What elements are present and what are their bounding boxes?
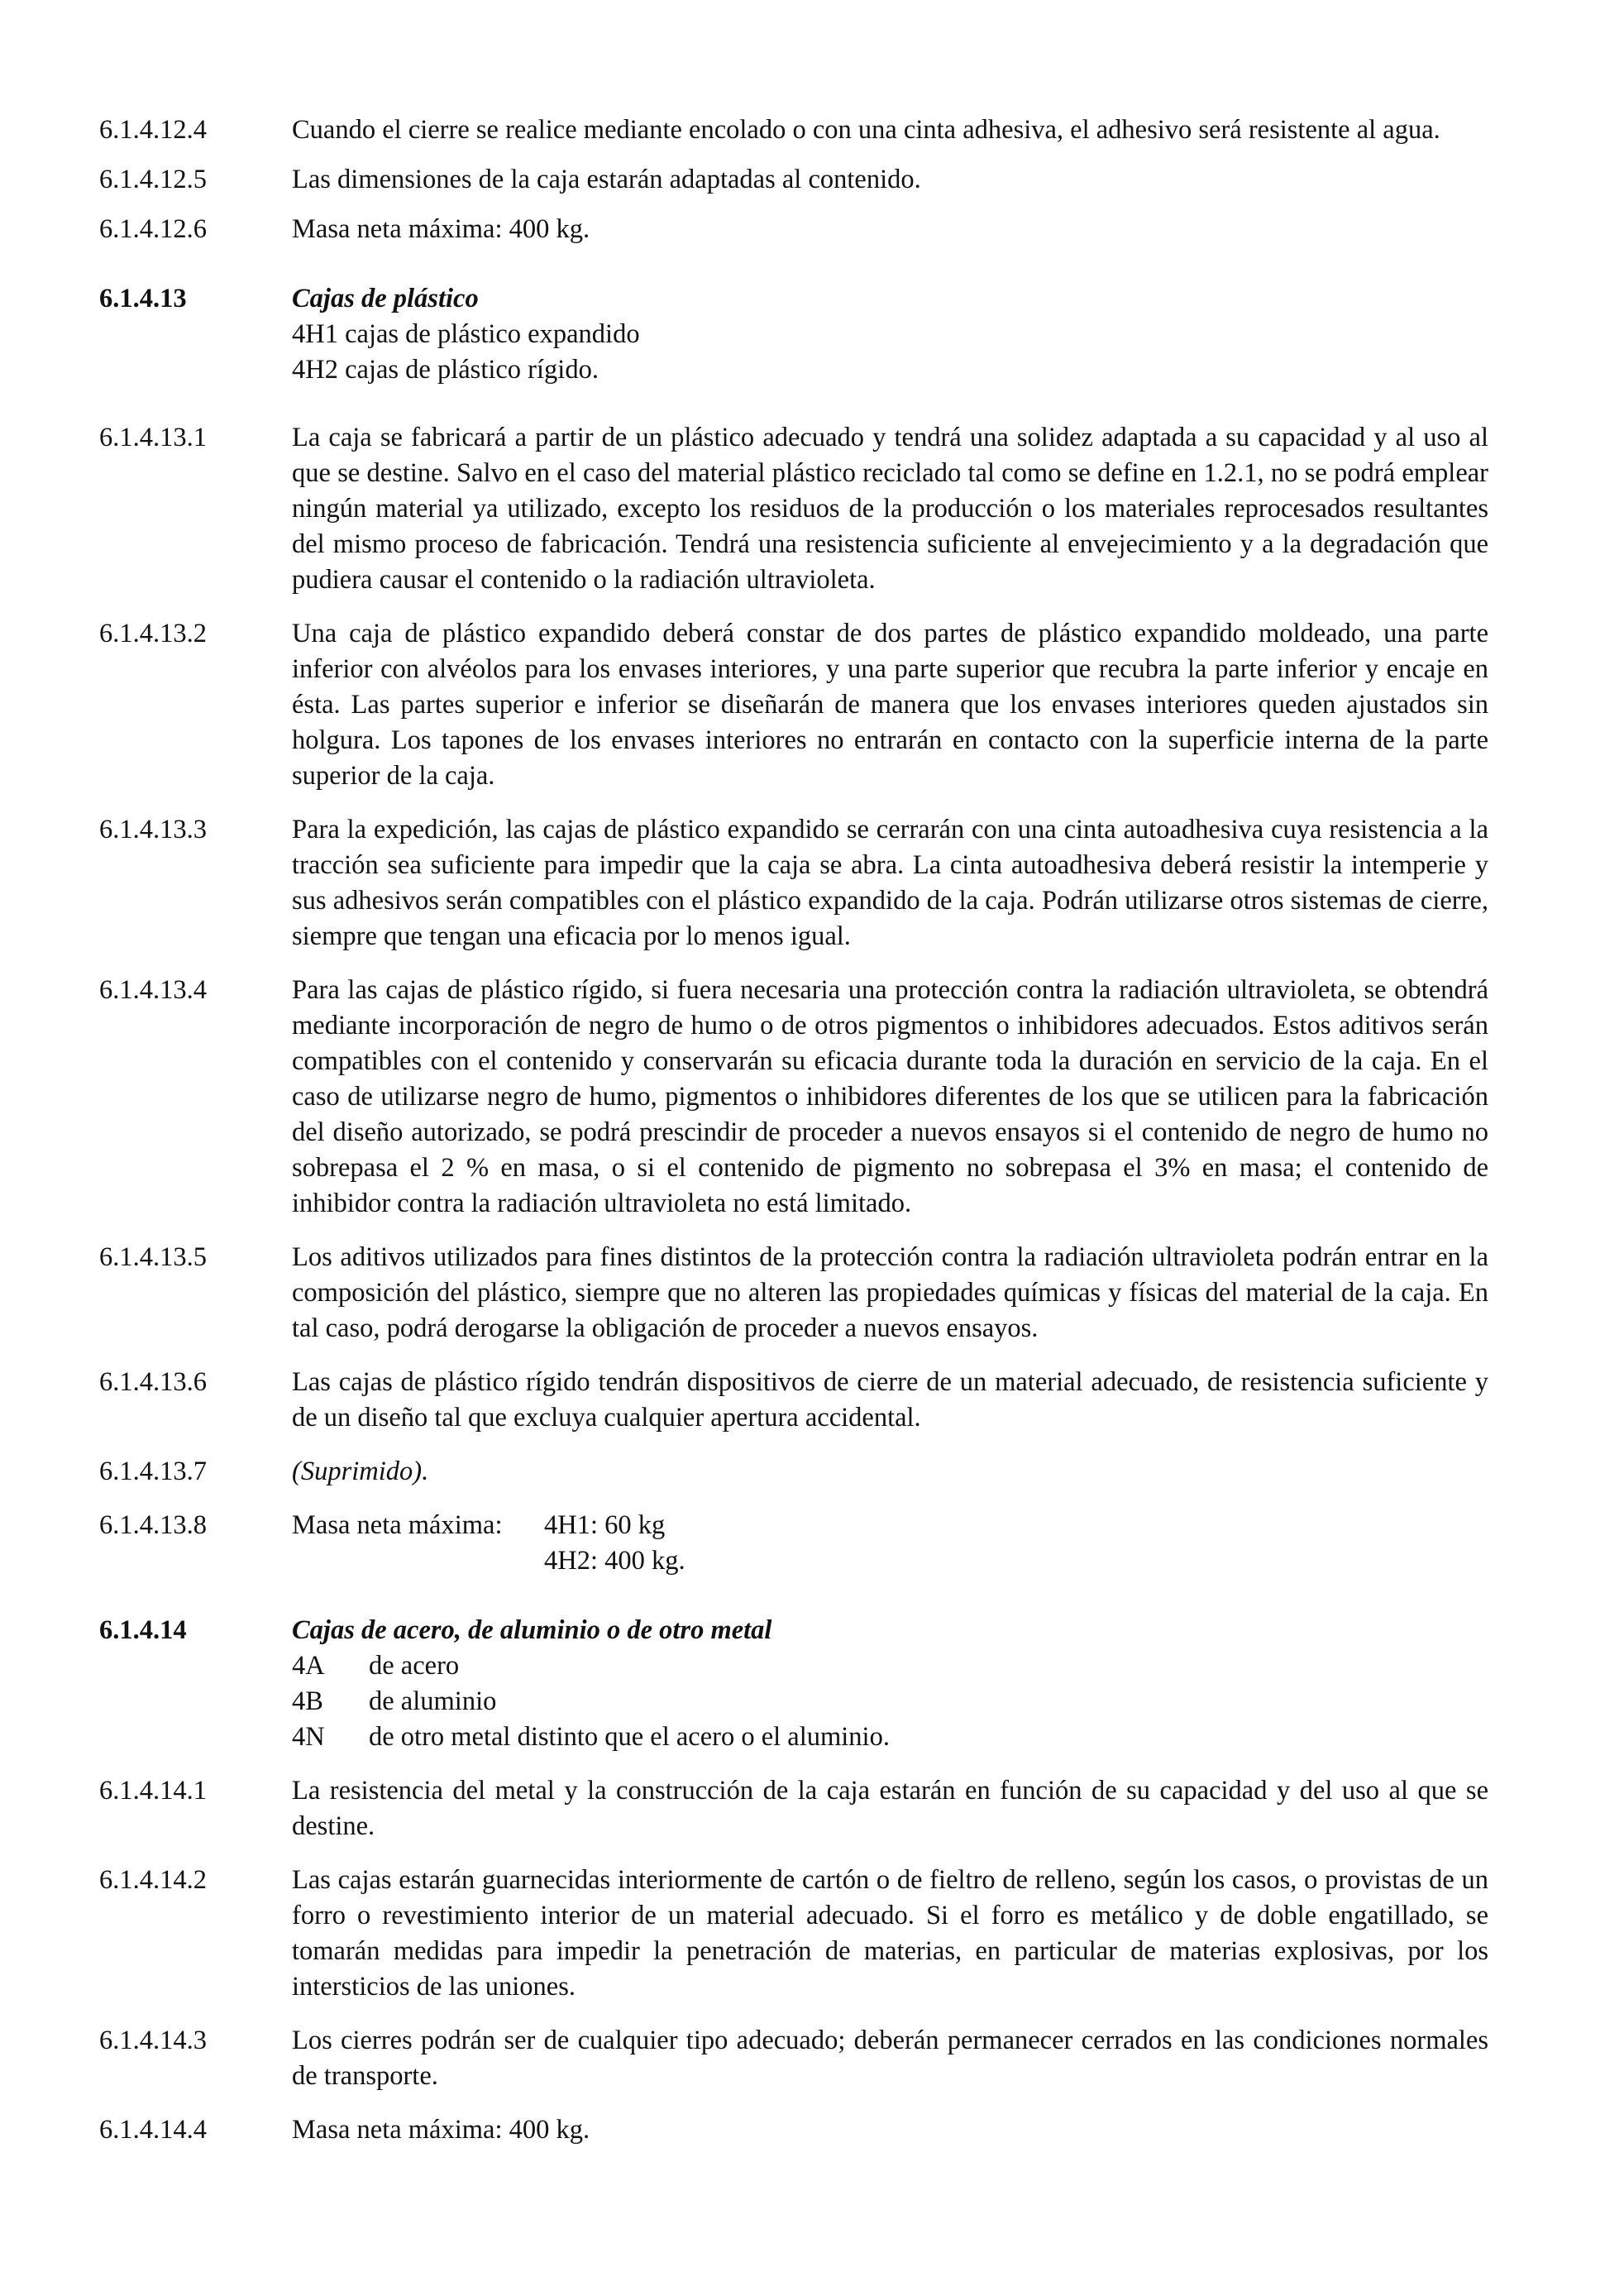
mass-value: 4H1: 60 kg bbox=[544, 1510, 666, 1540]
paragraph-text: Masa neta máxima: 400 kg. bbox=[292, 2115, 590, 2145]
paragraph-number: 6.1.4.13.4 bbox=[99, 975, 207, 1005]
paragraph-text: La caja se fabricará a partir de un plástico adecuado y tendrá una solidez adaptada a su capacidad y al uso al que se destine. Salvo en el caso del material plástico reciclado tal como se define en 1.2.1, no se podrá emplear ningún material ya utilizado, excepto los residuos de la producción o los materiales reprocesados resultantes del mismo proceso de fabricación. Tendrá una resistencia suficiente al envejecimiento y a la degradación que pudiera causar el contenido o la radiación ultravioleta. bbox=[292, 423, 1488, 595]
paragraph-text: Las dimensiones de la caja estarán adaptadas al contenido. bbox=[292, 165, 921, 194]
heading-6-1-4-13 bbox=[99, 281, 1488, 388]
paragraph-text: Las cajas de plástico rígido tendrán dispositivos de cierre de un material adecuado, de resistencia suficiente y de un diseño tal que excluya cualquier apertura accidental. bbox=[292, 1367, 1488, 1433]
item-code: 4N bbox=[292, 1722, 325, 1752]
item-code: 4A bbox=[292, 1651, 325, 1681]
document-page bbox=[99, 112, 1488, 2148]
heading-subline: 4H2 cajas de plástico rígido. bbox=[292, 355, 599, 385]
list-item bbox=[292, 1720, 1488, 1755]
heading-number: 6.1.4.14 bbox=[99, 1615, 187, 1645]
paragraph-number: 6.1.4.12.5 bbox=[99, 165, 207, 194]
item-description: de acero bbox=[369, 1651, 460, 1681]
paragraph-text: Una caja de plástico expandido deberá constar de dos partes de plástico expandido moldeado, una parte inferior con alvéolos para los envases interiores, y una parte superior que recubra la parte inferior y encaje en ésta. Las partes superior e inferior se diseñarán de manera que los envases interiores queden ajustados sin holgura. Los tapones de los envases interiores no entrarán en contacto con la superficie interna de la parte superior de la caja. bbox=[292, 619, 1488, 791]
list-item bbox=[292, 1684, 1488, 1720]
paragraph-6-1-4-13-2 bbox=[99, 616, 1488, 794]
paragraph-number: 6.1.4.14.1 bbox=[99, 1776, 207, 1806]
item-description: de aluminio bbox=[369, 1686, 497, 1716]
item-code: 4B bbox=[292, 1686, 323, 1716]
paragraph-number: 6.1.4.12.6 bbox=[99, 214, 207, 244]
paragraph-6-1-4-13-7 bbox=[99, 1454, 1488, 1490]
paragraph-6-1-4-13-4 bbox=[99, 973, 1488, 1222]
paragraph-6-1-4-14-4 bbox=[99, 2112, 1488, 2148]
paragraph-6-1-4-13-8 bbox=[99, 1508, 1488, 1579]
paragraph-number: 6.1.4.14.2 bbox=[99, 1865, 207, 1895]
paragraph-text: Para la expedición, las cajas de plástico expandido se cerrarán con una cinta autoadhesiva cuya resistencia a la tracción sea suficiente para impedir que la caja se abra. La cinta autoadhesiva deberá resistir la intemperie y sus adhesivos serán compatibles con el plástico expandido de la caja. Podrán utilizarse otros sistemas de cierre, siempre que tengan una eficacia por lo menos igual. bbox=[292, 815, 1488, 951]
paragraph-6-1-4-14-3 bbox=[99, 2023, 1488, 2094]
item-description: de otro metal distinto que el acero o el aluminio. bbox=[369, 1722, 890, 1752]
paragraph-text: Los aditivos utilizados para fines distintos de la protección contra la radiación ultravioleta podrán entrar en la composición del plástico, siempre que no alteren las propiedades químicas y físicas del material de la caja. En tal caso, podrá derogarse la obligación de proceder a nuevos ensayos. bbox=[292, 1242, 1488, 1343]
paragraph-6-1-4-14-1 bbox=[99, 1773, 1488, 1844]
paragraph-text: Cuando el cierre se realice mediante encolado o con una cinta adhesiva, el adhesivo será resistente al agua. bbox=[292, 115, 1440, 145]
paragraph-number: 6.1.4.13.5 bbox=[99, 1242, 207, 1272]
paragraph-6-1-4-12-6 bbox=[99, 212, 1488, 247]
heading-title: Cajas de acero, de aluminio o de otro metal bbox=[292, 1615, 772, 1645]
paragraph-number: 6.1.4.12.4 bbox=[99, 115, 207, 145]
paragraph-number: 6.1.4.13.2 bbox=[99, 619, 207, 648]
heading-title: Cajas de plástico bbox=[292, 284, 479, 313]
paragraph-number: 6.1.4.13.3 bbox=[99, 815, 207, 844]
heading-subline: 4H1 cajas de plástico expandido bbox=[292, 319, 640, 349]
paragraph-text: (Suprimido). bbox=[292, 1457, 429, 1486]
paragraph-number: 6.1.4.13.6 bbox=[99, 1367, 207, 1397]
heading-6-1-4-14 bbox=[99, 1613, 1488, 1755]
paragraph-number: 6.1.4.13.8 bbox=[99, 1510, 207, 1540]
paragraph-number: 6.1.4.13.7 bbox=[99, 1457, 207, 1486]
list-item bbox=[292, 1648, 1488, 1684]
paragraph-text: Para las cajas de plástico rígido, si fuera necesaria una protección contra la radiación ultravioleta, se obtendrá mediante incorporación de negro de humo o de otros pigmentos o inhibidores adecuados. Estos aditivos serán compatibles con el contenido y conservarán su eficacia durante toda la duración en servicio de la caja. En el caso de utilizarse negro de humo, pigmentos o inhibidores diferentes de los que se utilicen para la fabricación del diseño autorizado, se podrá prescindir de proceder a nuevos ensayos si el contenido de negro de humo no sobrepasa el 2 % en masa, o si el contenido de pigmento no sobrepasa el 3% en masa; el contenido de inhibidor contra la radiación ultravioleta no está limitado. bbox=[292, 975, 1488, 1218]
paragraph-6-1-4-13-1 bbox=[99, 420, 1488, 598]
paragraph-text: Los cierres podrán ser de cualquier tipo adecuado; deberán permanecer cerrados en las condiciones normales de transporte. bbox=[292, 2026, 1488, 2091]
paragraph-text: Las cajas estarán guarnecidas interiormente de cartón o de fieltro de relleno, según los casos, o provistas de un forro o revestimiento interior de un material adecuado. Si el forro es metálico y de doble engatillado, se tomarán medidas para impedir la penetración de materias, en particular de materias explosivas, por los intersticios de las uniones. bbox=[292, 1865, 1488, 2002]
paragraph-6-1-4-12-5 bbox=[99, 162, 1488, 198]
paragraph-number: 6.1.4.14.3 bbox=[99, 2026, 207, 2055]
mass-label: Masa neta máxima: bbox=[292, 1510, 503, 1540]
paragraph-6-1-4-12-4 bbox=[99, 112, 1488, 148]
paragraph-6-1-4-13-3 bbox=[99, 812, 1488, 954]
paragraph-6-1-4-13-5 bbox=[99, 1240, 1488, 1347]
heading-number: 6.1.4.13 bbox=[99, 284, 187, 313]
paragraph-6-1-4-13-6 bbox=[99, 1365, 1488, 1436]
paragraph-text: La resistencia del metal y la construcción de la caja estarán en función de su capacidad y del uso al que se destine. bbox=[292, 1776, 1488, 1841]
paragraph-text: Masa neta máxima: 400 kg. bbox=[292, 214, 590, 244]
paragraph-6-1-4-14-2 bbox=[99, 1863, 1488, 2005]
paragraph-number: 6.1.4.14.4 bbox=[99, 2115, 207, 2145]
mass-value: 4H2: 400 kg. bbox=[544, 1546, 685, 1576]
paragraph-number: 6.1.4.13.1 bbox=[99, 423, 207, 452]
